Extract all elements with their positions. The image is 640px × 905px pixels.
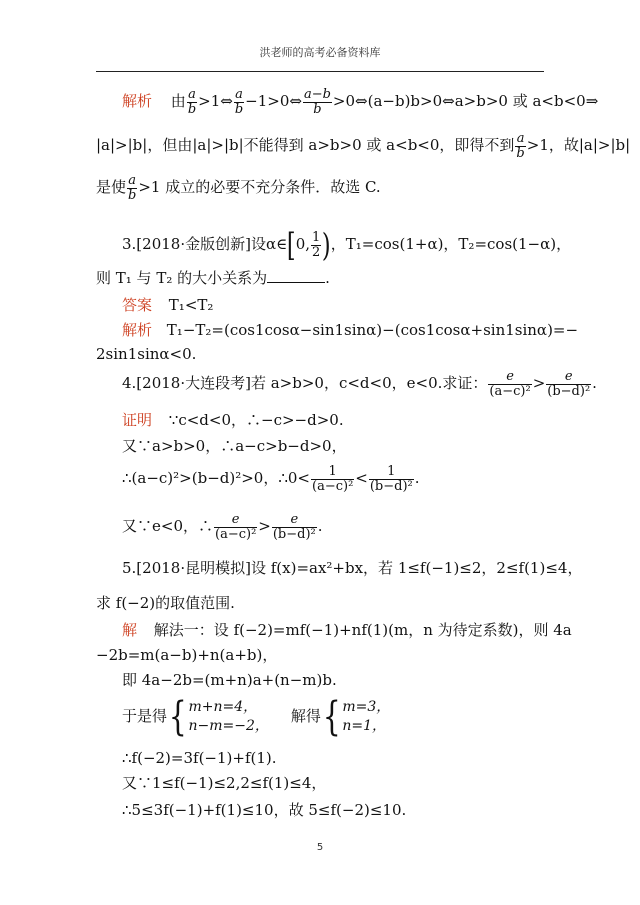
- fraction-e-over-ac2: $\frac{e}{\text{(a−c)²}}$: [215, 511, 257, 542]
- fraction-a-over-b: $\frac{a}{b}$: [187, 86, 197, 117]
- header-rule: [96, 71, 544, 72]
- q5-line2: 求 f(−2)的取值范围.: [96, 594, 235, 612]
- s1-line1: 解析 由 $\frac{a}{b}$ >1⇔ $\frac{a}{b}$ −1>0⇔ $\frac{a-b}{b}$ >0⇔(a−b)b>0⇔a>b>0 或 a<b<0⇒: [122, 86, 599, 117]
- left-bracket: [: [287, 226, 296, 264]
- fraction-e-over-bd2: $\frac{e}{\text{(b−d)²}}$: [272, 511, 316, 542]
- q5-line7: ∴f(−2)=3f(−1)+f(1).: [122, 749, 277, 767]
- q5-line4: −2b=m(a−b)+n(a+b)，: [96, 646, 278, 664]
- left-brace: {: [322, 694, 341, 740]
- page-header: 洪老师的高考必备资料库: [259, 46, 381, 59]
- fraction-a-over-b: $\frac{a}{b}$: [234, 86, 244, 117]
- page-number: 5: [316, 842, 324, 853]
- q4-line1: 4.[2018·大连段考]若 a>b>0，c<d<0，e<0.求证： $\frac{e}{\text{(a−c)²}}$ > $\frac{e}{\text{(b−d)²}}$ .: [122, 368, 597, 399]
- s1-line3: 是使 $\frac{a}{b}$ >1 成立的必要不充分条件．故选 C.: [96, 172, 381, 203]
- right-paren: ): [322, 226, 331, 264]
- fraction-e-over-ac2: $\frac{e}{\text{(a−c)²}}$: [489, 368, 531, 399]
- left-brace: {: [168, 694, 187, 740]
- answer-label: 答案: [122, 296, 153, 314]
- q4-proof: 证明 ∵c<d<0，∴−c>−d>0.: [122, 411, 344, 429]
- q5-solution: 解 解法一：设 f(−2)=mf(−1)+nf(1)(m，n 为待定系数)，则 4a: [122, 621, 572, 639]
- fraction-e-over-bd2: $\frac{e}{\text{(b−d)²}}$: [547, 368, 591, 399]
- q3-line2: 则 T₁ 与 T₂ 的大小关系为 .: [96, 269, 330, 287]
- q4-proof-line4: 又∵e<0，∴ $\frac{e}{\text{(a−c)²}}$ > $\frac{e}{\text{(b−d)²}}$ .: [122, 511, 323, 542]
- q3-analysis: 解析 T₁−T₂=(cos1cosα−sin1sinα)−(cos1cosα+sin1sinα)=−: [122, 321, 579, 339]
- q3-line1: 3.[2018·金版创新]设α∈[0, $\frac{1}{2}$ )，T₁=cos(1+α)，T₂=cos(1−α)，: [122, 226, 572, 264]
- q5-line1: 5.[2018·昆明模拟]设 f(x)=ax²+bx，若 1≤f(−1)≤2，2≤f(1)≤4，: [122, 559, 583, 577]
- fraction-amb-over-b: $\frac{a-b}{b}$: [303, 86, 331, 117]
- q5-line8: 又∵1≤f(−1)≤2,2≤f(1)≤4，: [122, 774, 327, 792]
- q5-system-line: 于是得{ m+n=4， n−m=−2， 解得{ m=3， n=1，: [122, 694, 391, 740]
- equation-system-1: m+n=4， n−m=−2，: [188, 699, 269, 734]
- q5-line9: ∴5≤3f(−1)+f(1)≤10，故 5≤f(−2)≤10.: [122, 801, 407, 819]
- fraction-a-over-b: $\frac{a}{b}$: [516, 130, 525, 161]
- s1-line2: |a|>|b|，但由|a|>|b|不能得到 a>b>0 或 a<b<0，即得不到 $\frac{a}{b}$ >1，故|a|>|b|: [96, 130, 631, 161]
- fraction-1-over-bd2: $\frac{1}{\text{(b−d)²}}$: [369, 463, 413, 494]
- q5-line5: 即 4a−2b=(m+n)a+(n−m)b.: [122, 671, 337, 689]
- fraction-a-over-b: $\frac{a}{b}$: [128, 172, 137, 203]
- proof-label: 证明: [122, 411, 153, 429]
- q4-proof-line2: 又∵a>b>0，∴a−c>b−d>0，: [122, 437, 347, 455]
- fraction-1-over-ac2: $\frac{1}{\text{(a−c)²}}$: [312, 463, 354, 494]
- answer-blank: [267, 268, 325, 283]
- q3-analysis-cont: 2sin1sinα<0.: [96, 345, 197, 363]
- q4-proof-line3: ∴(a−c)²>(b−d)²>0，∴0< $\frac{1}{\text{(a−c)²}}$ < $\frac{1}{\text{(b−d)²}}$ .: [122, 463, 420, 494]
- q3-answer: 答案 T₁<T₂: [122, 296, 214, 314]
- solution-label: 解: [122, 621, 138, 639]
- equation-system-2: m=3， n=1，: [342, 699, 391, 734]
- analysis-label: 解析: [122, 92, 153, 110]
- fraction-one-half: $\frac{1}{2}$: [312, 229, 321, 260]
- analysis-label: 解析: [122, 321, 153, 339]
